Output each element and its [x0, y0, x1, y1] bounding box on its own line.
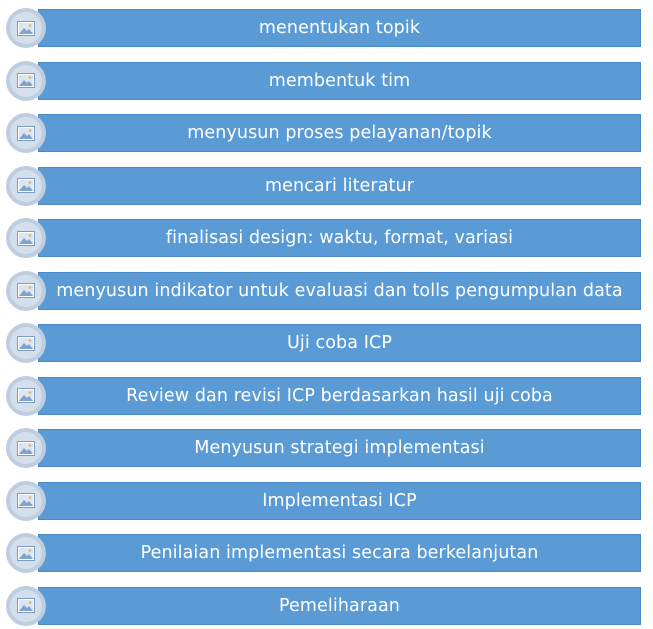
step-bar[interactable]	[38, 587, 641, 625]
picture-placeholder-icon	[17, 126, 35, 141]
step-bar[interactable]	[38, 324, 641, 362]
step-label: Menyusun strategi implementasi	[194, 438, 485, 458]
step-label: Pemeliharaan	[279, 595, 400, 616]
step-bar[interactable]	[38, 62, 641, 100]
step-label: Penilaian implementasi secara berkelanjutan	[140, 543, 539, 563]
step-bar[interactable]	[38, 429, 641, 467]
step-disc	[6, 218, 46, 258]
step-label: Uji coba ICP	[287, 333, 392, 353]
step-bar[interactable]	[38, 219, 641, 257]
step-bar[interactable]	[38, 534, 641, 572]
step-disc	[6, 271, 46, 311]
step-bar[interactable]	[38, 114, 641, 152]
step-label: menyusun indikator untuk evaluasi dan tolls pengumpulan data	[56, 280, 623, 301]
picture-placeholder-icon	[17, 73, 35, 88]
step-item	[0, 58, 653, 104]
step-item	[0, 5, 653, 51]
step-disc	[6, 166, 46, 206]
step-item	[0, 215, 653, 261]
picture-placeholder-icon	[17, 441, 35, 456]
step-disc	[6, 61, 46, 101]
step-disc	[6, 481, 46, 521]
step-label: menyusun proses pelayanan/topik	[187, 123, 492, 143]
step-disc	[6, 586, 46, 626]
step-item	[0, 478, 653, 524]
step-label: menentukan topik	[258, 18, 421, 38]
step-item	[0, 163, 653, 209]
step-disc	[6, 533, 46, 573]
step-item	[0, 373, 653, 419]
picture-placeholder-icon	[17, 493, 35, 508]
step-item	[0, 110, 653, 156]
picture-placeholder-icon	[17, 598, 35, 613]
step-item	[0, 268, 653, 314]
step-item	[0, 320, 653, 366]
step-disc	[6, 428, 46, 468]
step-disc	[6, 8, 46, 48]
step-bar[interactable]	[38, 272, 641, 310]
picture-placeholder-icon	[17, 178, 35, 193]
picture-placeholder-icon	[17, 283, 35, 298]
picture-placeholder-icon	[17, 231, 35, 246]
picture-placeholder-icon	[17, 21, 35, 36]
step-label: finalisasi design: waktu, format, variasi	[165, 228, 514, 248]
step-item	[0, 530, 653, 576]
picture-placeholder-icon	[17, 546, 35, 561]
step-bar[interactable]	[38, 9, 641, 47]
step-item	[0, 583, 653, 629]
step-disc	[6, 323, 46, 363]
step-label: Review dan revisi ICP berdasarkan hasil uji coba	[126, 385, 553, 406]
picture-placeholder-icon	[17, 336, 35, 351]
step-disc	[6, 113, 46, 153]
step-bar[interactable]	[38, 482, 641, 520]
step-label: mencari literatur	[265, 175, 414, 196]
step-bar[interactable]	[38, 377, 641, 415]
step-label: membentuk tim	[268, 70, 411, 91]
step-label: Implementasi ICP	[262, 490, 417, 511]
picture-placeholder-icon	[17, 388, 35, 403]
step-item	[0, 425, 653, 471]
step-disc	[6, 376, 46, 416]
step-bar[interactable]	[38, 167, 641, 205]
